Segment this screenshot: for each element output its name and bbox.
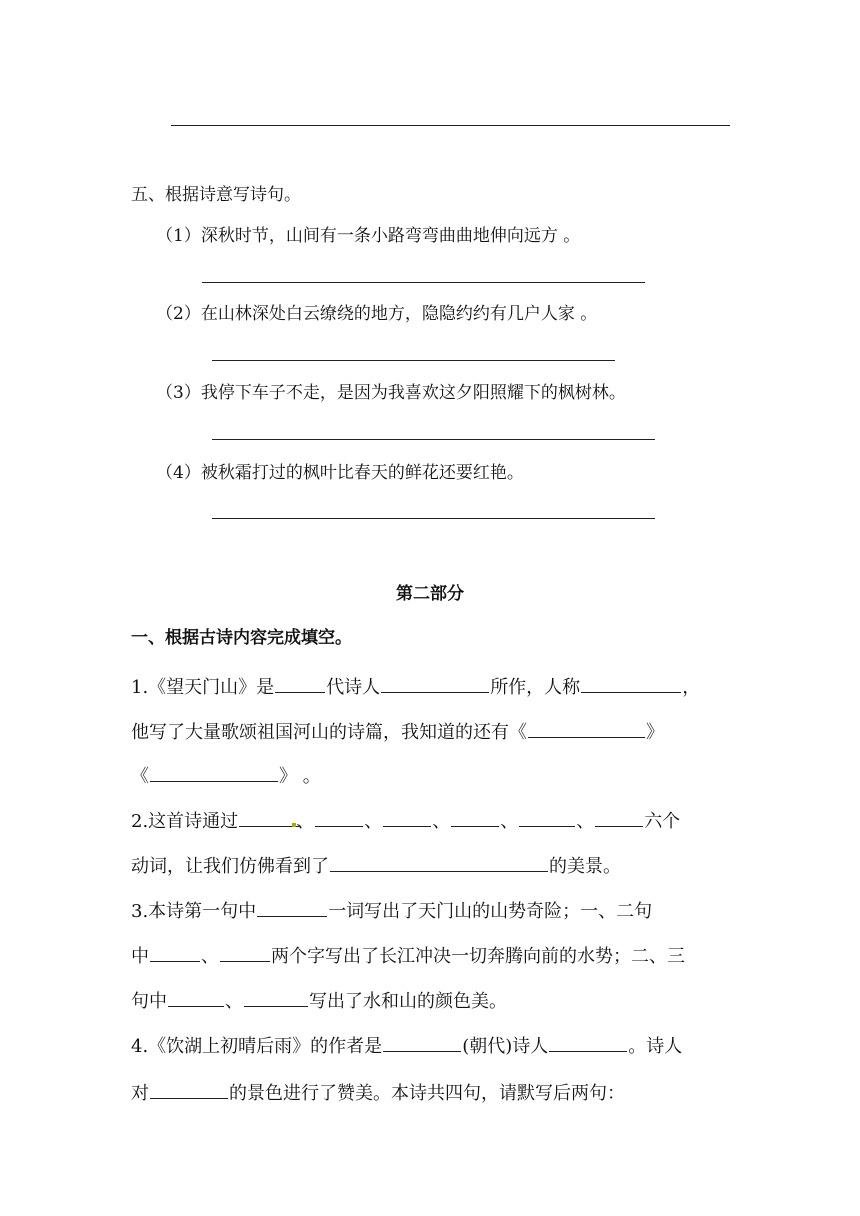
q2-sep-1: 、 [296, 811, 315, 832]
q3-text-f: 写出了水和山的颜色美。 [309, 991, 507, 1012]
q2-text-c: 动词，让我们仿佛看到了 [131, 856, 329, 877]
q2-sep-5: 、 [576, 811, 595, 832]
q4-text-c: 。诗人 [628, 1036, 683, 1057]
q3-blank-word[interactable] [257, 896, 327, 917]
q2-blank-5[interactable] [519, 806, 575, 827]
q3-blank-char-2[interactable] [220, 941, 270, 962]
q1-blank-dynasty[interactable] [275, 672, 325, 693]
q3-text-b: 一词写出了天门山的山势奇险；一、二句 [328, 901, 653, 922]
q4-line-2 [131, 1078, 625, 1107]
q1-line-3 [131, 761, 321, 790]
q1-text-h: 》 。 [279, 766, 321, 787]
answer-line-top [171, 125, 730, 126]
q3-text-c: 中 [131, 946, 149, 967]
q3-blank-char-1[interactable] [150, 941, 200, 962]
q4-blank-dynasty[interactable] [383, 1031, 461, 1052]
section-5-item-2: （2）在山林深处白云缭绕的地方，隐隐约约有几户人家 。 [156, 304, 598, 324]
q1-text-f: 》 [646, 722, 664, 743]
q1-text-a: 1.《望天门山》是 [131, 677, 275, 698]
q3-blank-color-1[interactable] [168, 986, 224, 1007]
q4-line-1 [131, 1031, 682, 1060]
section-5-item-4: （4）被秋霜打过的枫叶比春天的鲜花还要红艳。 [156, 463, 524, 483]
q1-blank-title[interactable] [581, 672, 681, 693]
q1-text-g: 《 [131, 766, 149, 787]
q4-text-d: 对 [131, 1083, 149, 1104]
q4-blank-place[interactable] [150, 1078, 228, 1099]
q3-line-1 [131, 896, 652, 925]
q3-line-2 [131, 941, 685, 970]
section-5-item-3: （3）我停下车子不走，是因为我喜欢这夕阳照耀下的枫树林。 [156, 383, 626, 403]
q3-blank-color-2[interactable] [244, 986, 308, 1007]
q1-blank-poet[interactable] [381, 672, 489, 693]
q1-line-2 [131, 717, 664, 746]
answer-line-4[interactable] [212, 518, 655, 519]
section-5-item-1: （1）深秋时节，山间有一条小路弯弯曲曲地伸向远方 。 [156, 226, 581, 246]
section-5-title: 五、根据诗意写诗句。 [131, 185, 301, 205]
q3-text-d: 两个字写出了长江冲决一切奔腾向前的水势；二、三 [271, 946, 685, 967]
q3-sep-1: 、 [201, 946, 219, 967]
answer-line-2[interactable] [212, 360, 615, 361]
q3-text-a: 3.本诗第一句中 [131, 901, 257, 922]
q1-blank-poem-2[interactable] [150, 761, 278, 782]
q2-line-1 [131, 806, 680, 835]
q1-text-d: ， [682, 677, 701, 698]
q3-text-e: 句中 [131, 991, 167, 1012]
q2-blank-6[interactable] [595, 806, 643, 827]
q4-text-e: 的景色进行了赞美。本诗共四句，请默写后两句： [229, 1083, 625, 1104]
q4-blank-poet[interactable] [549, 1031, 627, 1052]
q2-blank-2[interactable] [315, 806, 363, 827]
q1-text-b: 代诗人 [326, 677, 381, 698]
q2-text-a: 2.这首诗通过 [131, 811, 239, 832]
q3-sep-2: 、 [225, 991, 243, 1012]
q2-text-d: 的美景。 [549, 856, 621, 877]
q2-line-2 [131, 851, 621, 880]
q2-blank-4[interactable] [451, 806, 499, 827]
q2-sep-2: 、 [364, 811, 383, 832]
q2-blank-1[interactable] [239, 806, 299, 827]
q2-sep-3: 、 [432, 811, 451, 832]
q4-text-a: 4.《饮湖上初晴后雨》的作者是 [131, 1036, 383, 1057]
q4-text-b: (朝代)诗人 [462, 1036, 549, 1057]
q2-blank-scene[interactable] [330, 851, 548, 872]
answer-line-3[interactable] [212, 439, 655, 440]
q2-sep-4: 、 [500, 811, 519, 832]
q3-line-3 [131, 986, 507, 1015]
q1-text-e: 他写了大量歌颂祖国河山的诗篇，我知道的还有《 [131, 722, 527, 743]
q2-blank-3[interactable] [383, 806, 431, 827]
q2-text-b: 六个 [644, 811, 681, 832]
part-2-heading: 第二部分 [396, 584, 464, 604]
q1-blank-poem-1[interactable] [528, 717, 645, 738]
answer-line-1[interactable] [202, 282, 645, 283]
q1-text-c: 所作，人称 [490, 677, 581, 698]
part-2-section-1-title: 一、根据古诗内容完成填空。 [131, 628, 352, 648]
q1-line-1 [131, 672, 700, 701]
